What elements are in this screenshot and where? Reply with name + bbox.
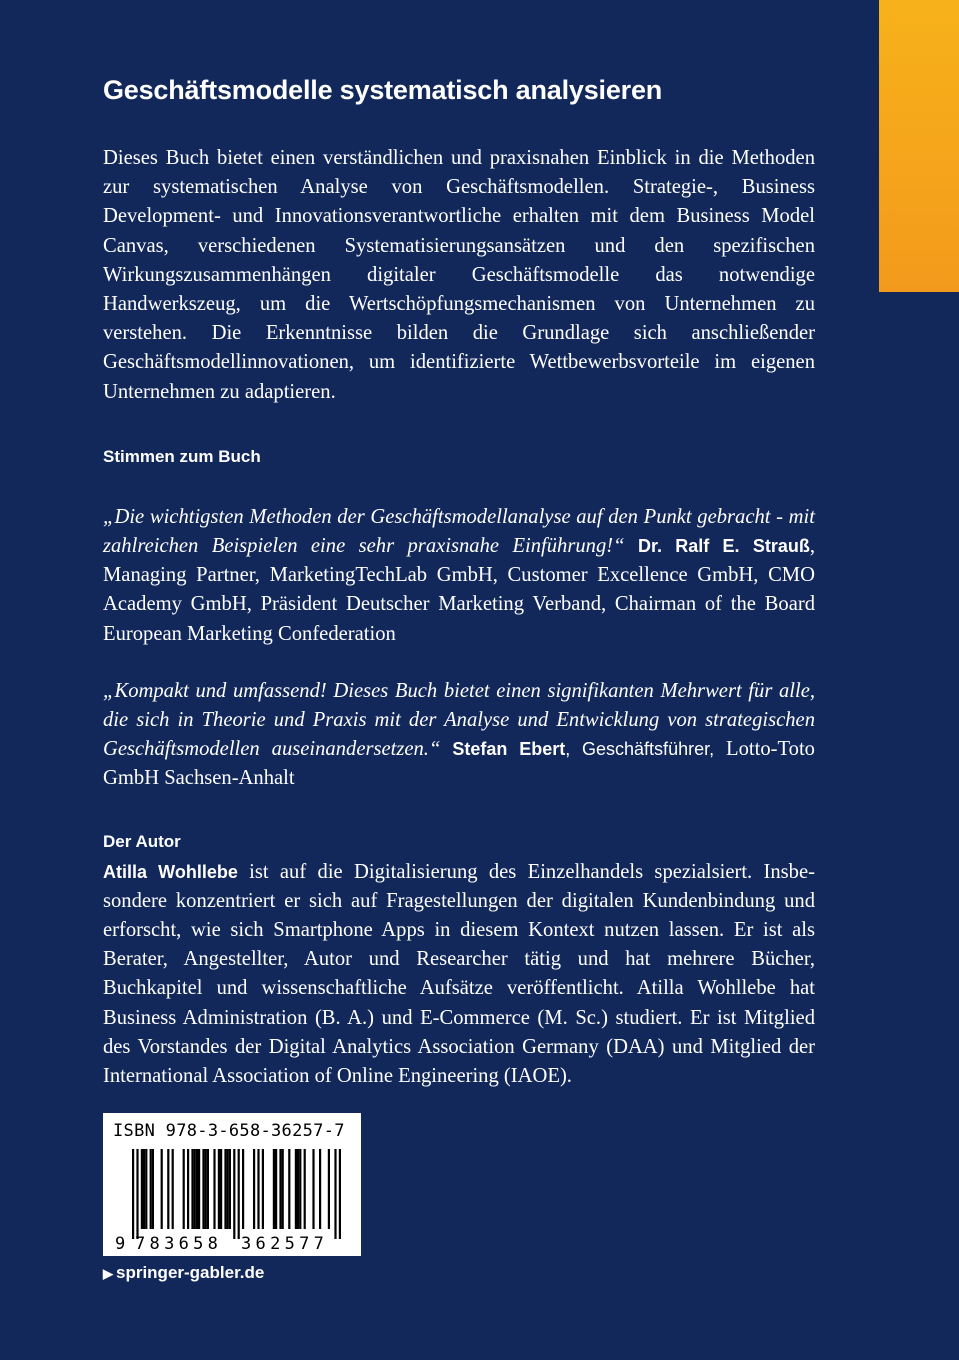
quote-1 [103, 503, 815, 649]
barcode-bar [227, 1149, 229, 1229]
quote-2-role: , Geschäftsführer, [565, 739, 715, 760]
barcode-digits-right: 362577 [241, 1234, 329, 1254]
barcode-bar [207, 1149, 209, 1229]
barcode-bar [328, 1149, 330, 1229]
quote-2-text: „Kompakt und umfassend! Dieses Buch bietet einen signifikanten Mehrwert für alle, die sich in Theorie und Praxis mit der Analyse und Entwicklung von strategischen Geschäftsmodellen auseinandersetzen.“ [103, 679, 815, 761]
barcode-bar [202, 1149, 204, 1229]
barcode-bar [213, 1149, 215, 1229]
barcode-bar [191, 1149, 193, 1229]
barcode-bar [224, 1149, 226, 1229]
quote-2 [103, 677, 815, 794]
barcode-bar [275, 1149, 277, 1229]
barcode-bar [196, 1149, 198, 1229]
barcode-bar [279, 1149, 281, 1229]
barcode-bar [273, 1149, 275, 1229]
barcode-bar [198, 1149, 200, 1229]
isbn-barcode [103, 1113, 361, 1256]
barcode-bar [183, 1149, 185, 1229]
quote-2-affiliation: Lotto-Toto GmbH Sachsen-Anhalt [103, 738, 815, 790]
barcode-bar [141, 1149, 143, 1229]
barcode-bar [172, 1149, 174, 1229]
barcode-bar [218, 1149, 220, 1229]
intro-paragraph: Dieses Buch bietet einen verständlichen und praxisnahen Einblick in die Methoden zur systematischen Analyse von Geschäftsmodellen. Strategie-, Business Development- und Innovationsverantwortliche erhalten mit dem Business Model Canvas, verschiedenen Systematisierungsansätzen und den spezifischen Wirkungszusammenhängen digitaler Geschäftsmodelle das notwendige Handwerkszeug, um die Wertschöpfungsmechanismen von Unternehmen zu verstehen. Die Erkenntnisse bilden die Grundlage sich anschließender Geschäftsmodellinnovationen, um identifizierte Wettbewerbsvorteile im eigenen Unternehmen zu adaptieren. [103, 147, 815, 403]
isbn-label: ISBN 978-3-658-36257-7 [113, 1121, 345, 1141]
play-arrow-icon: ▶ [103, 1266, 113, 1281]
page-title: Geschäftsmodelle systematisch analysieren [103, 75, 663, 105]
barcode-bar [143, 1149, 145, 1229]
barcode-bar [145, 1149, 147, 1229]
barcode-bar [304, 1149, 306, 1229]
publisher-link-text: springer-gabler.de [116, 1263, 265, 1282]
author-heading: Der Autor [103, 831, 181, 851]
barcode-digits-left: 783658 [135, 1234, 223, 1254]
barcode-bar [150, 1149, 152, 1229]
quote-1-affiliation: , Managing Partner, MarketingTechLab GmbH, Customer Excellence GmbH, CMO Academy GmbH, Präsident Deutscher Marketing Verband, Chairman of the Board European Marketing Confederation [103, 535, 815, 645]
quote-1-text: „Die wichtigsten Methoden der Geschäftsmodellanalyse auf den Punkt gebracht - mit zahlreichen Beispielen eine sehr praxisnahe Einführung!“ [103, 505, 815, 558]
barcode-bar [187, 1149, 189, 1229]
back-cover-content [103, 72, 815, 1091]
author-name: Atilla Wohllebe [103, 861, 238, 882]
barcode-bar [299, 1149, 301, 1229]
accent-bar [879, 0, 959, 292]
publisher-link[interactable] [103, 1263, 264, 1283]
barcode-bar [161, 1149, 163, 1229]
barcode-bar [262, 1149, 264, 1229]
barcode-bar [339, 1149, 341, 1239]
author-bio-text: ist auf die Digitalisierung des Einzelhandels spezialsiert. Insbesondere konzentriert er sich auf Fragestellungen der digitalen Kundenbindung und erforscht, wie sich Smartphone Apps in diesem Kontext nutzen lassen. Er ist als Berater, Angestellter, Autor und Researcher tätig und hat mehrere Bücher, Buchkapitel und wissenschaftliche Aufsätze veröffentlicht. Atilla Wohllebe hat Business Administration (B. A.) und E-Commerce (M. Sc.) studiert. Er ist Mitglied des Vorstandes der Digital Analytics Association Germany (DAA) und Mitglied der International Association of Online Engineering (IAOE). [103, 860, 815, 1088]
barcode-bar [167, 1149, 169, 1229]
barcode-bar [238, 1149, 240, 1239]
barcode-bar [205, 1149, 207, 1229]
barcode-bar [297, 1149, 299, 1229]
quote-1-name: Dr. Ralf E. Strauß [638, 536, 810, 557]
barcode-bar [194, 1149, 196, 1229]
barcode-bar [288, 1149, 290, 1229]
barcode-bar [257, 1149, 259, 1229]
barcode-bar [319, 1149, 321, 1229]
barcode-bar [282, 1149, 284, 1229]
barcode-bar [334, 1149, 336, 1239]
barcode-bar [253, 1149, 255, 1229]
barcode-bar [312, 1149, 314, 1229]
barcode-bar [132, 1149, 134, 1239]
barcode-bar [295, 1149, 297, 1229]
voices-heading: Stimmen zum Buch [103, 446, 261, 466]
barcode-bar [152, 1149, 154, 1229]
quote-2-name: Stefan Ebert [452, 739, 566, 760]
barcode-bar [136, 1149, 138, 1239]
barcode-bar [233, 1149, 235, 1239]
barcode-bar [229, 1149, 231, 1229]
barcode-bar [220, 1149, 222, 1229]
barcode-digit-first: 9 [115, 1234, 126, 1254]
author-bio [103, 858, 815, 1092]
barcode-bar [242, 1149, 244, 1229]
